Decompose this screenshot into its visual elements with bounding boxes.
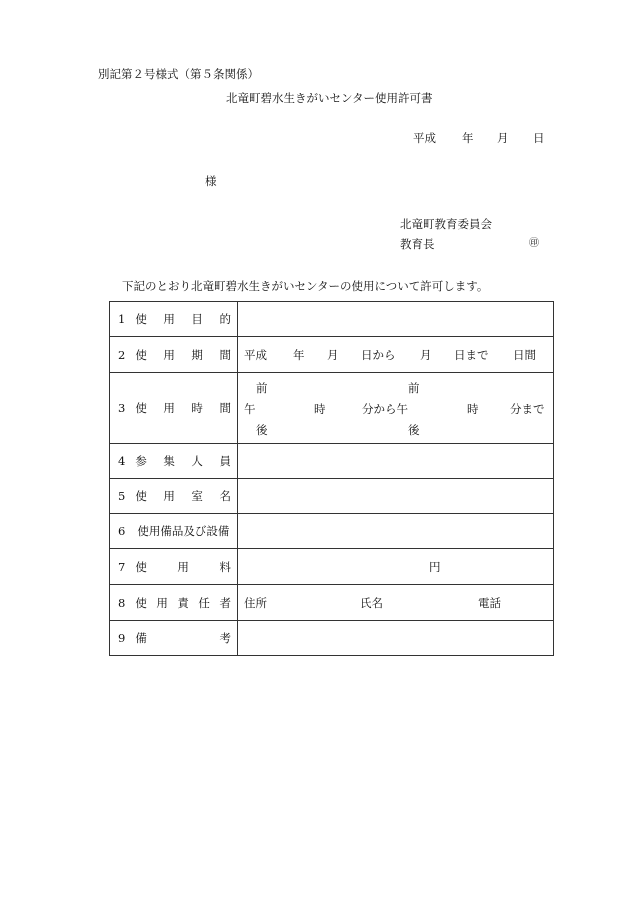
- time-until: 分まで: [510, 402, 545, 416]
- label-char: 使: [135, 489, 147, 503]
- table-row: [110, 302, 554, 337]
- intro-text: 下記のとおり北竜町碧水生きがいセンターの使用について許可します。: [122, 279, 489, 293]
- row-number: 4: [118, 454, 126, 468]
- label-char: 期: [191, 347, 203, 362]
- issuer-title: 教育長: [400, 237, 435, 251]
- time-am-2: 前: [408, 381, 420, 395]
- table-row: [110, 585, 554, 621]
- row-number: 3: [118, 401, 126, 415]
- period-until: 日まで: [454, 348, 489, 362]
- date-month: 月: [497, 131, 509, 145]
- room-name-field[interactable]: [238, 479, 554, 514]
- label-char: 料: [219, 559, 231, 574]
- time-prefix-1: 午: [244, 402, 256, 416]
- period-year: 年: [293, 348, 305, 362]
- label-char: 任: [198, 595, 210, 610]
- period-era: 平成: [244, 348, 267, 362]
- responsible-person-field[interactable]: [238, 585, 554, 621]
- phone-label: 電話: [478, 596, 501, 610]
- row-label: [110, 373, 238, 444]
- label-char: 備: [135, 631, 147, 645]
- period-month2: 月: [420, 348, 432, 362]
- seal-mark: ㊞: [529, 238, 539, 249]
- row-number: 5: [118, 489, 126, 503]
- label-char: 使: [135, 595, 147, 610]
- date-era: 平成: [413, 131, 436, 145]
- label-char: 時: [191, 401, 203, 415]
- purpose-field[interactable]: [238, 302, 554, 337]
- form-number: 別記第２号様式（第５条関係）: [98, 67, 259, 81]
- fee-yen: 円: [429, 560, 441, 574]
- row-number: 8: [118, 595, 126, 610]
- label-text: 使用備品及び設備: [137, 524, 230, 538]
- row-number: 2: [118, 347, 126, 362]
- label-char: 使: [135, 401, 147, 415]
- row-number: 9: [118, 631, 126, 645]
- row-label: [110, 444, 238, 479]
- time-pm-1: 後: [256, 423, 268, 437]
- label-char: 用: [163, 347, 175, 362]
- period-from: 日から: [361, 348, 396, 362]
- row-label: [110, 479, 238, 514]
- label-char: 者: [219, 595, 231, 610]
- row-label: [110, 585, 238, 621]
- name-label: 氏名: [360, 596, 383, 610]
- row-label: [110, 337, 238, 373]
- document-title: 北竜町碧水生きがいセンター使用許可書: [226, 91, 433, 105]
- row-number: 1: [118, 312, 126, 326]
- label-char: 員: [219, 454, 231, 468]
- label-char: 用: [177, 559, 189, 574]
- equipment-field[interactable]: [238, 514, 554, 549]
- fee-field[interactable]: [238, 549, 554, 585]
- period-days: 日間: [513, 348, 536, 362]
- time-hour-2: 時: [467, 402, 479, 416]
- table-row: [110, 549, 554, 585]
- row-label: [110, 514, 238, 549]
- addressee-suffix: 様: [205, 174, 217, 188]
- label-char: 使: [135, 559, 147, 574]
- time-field[interactable]: [238, 373, 554, 444]
- label-char: 集: [163, 454, 175, 468]
- attendees-field[interactable]: [238, 444, 554, 479]
- table-row: [110, 373, 554, 444]
- row-label: [110, 621, 238, 656]
- label-char: 名: [219, 489, 231, 503]
- date-day: 日: [533, 131, 545, 145]
- row-number: 7: [118, 559, 126, 574]
- table-row: [110, 479, 554, 514]
- remarks-field[interactable]: [238, 621, 554, 656]
- address-label: 住所: [244, 596, 267, 610]
- label-char: 人: [191, 454, 203, 468]
- label-char: 目: [191, 312, 203, 326]
- date-line: [413, 131, 543, 145]
- label-char: 用: [163, 489, 175, 503]
- row-number: 6: [118, 524, 126, 538]
- label-char: 使: [135, 312, 147, 326]
- label-char: 参: [135, 454, 147, 468]
- time-pm-2: 後: [408, 423, 420, 437]
- period-month: 月: [327, 348, 339, 362]
- time-from: 分から午: [362, 402, 408, 416]
- label-char: 室: [191, 489, 203, 503]
- label-char: 責: [177, 595, 189, 610]
- label-char: 的: [219, 312, 231, 326]
- permit-table: [109, 301, 554, 656]
- label-char: 用: [156, 595, 168, 610]
- label-char: 考: [219, 631, 231, 645]
- row-label: [110, 302, 238, 337]
- label-char: 使: [135, 347, 147, 362]
- date-year: 年: [462, 131, 474, 145]
- period-field[interactable]: [238, 337, 554, 373]
- label-char: 間: [219, 347, 231, 362]
- row-label: [110, 549, 238, 585]
- time-am-1: 前: [256, 381, 268, 395]
- time-hour-1: 時: [314, 402, 326, 416]
- table-row: [110, 514, 554, 549]
- table-row: [110, 444, 554, 479]
- label-char: 間: [219, 401, 231, 415]
- table-row: [110, 337, 554, 373]
- label-char: 用: [163, 312, 175, 326]
- issuer-organization: 北竜町教育委員会: [400, 217, 492, 231]
- table-row: [110, 621, 554, 656]
- label-char: 用: [163, 401, 175, 415]
